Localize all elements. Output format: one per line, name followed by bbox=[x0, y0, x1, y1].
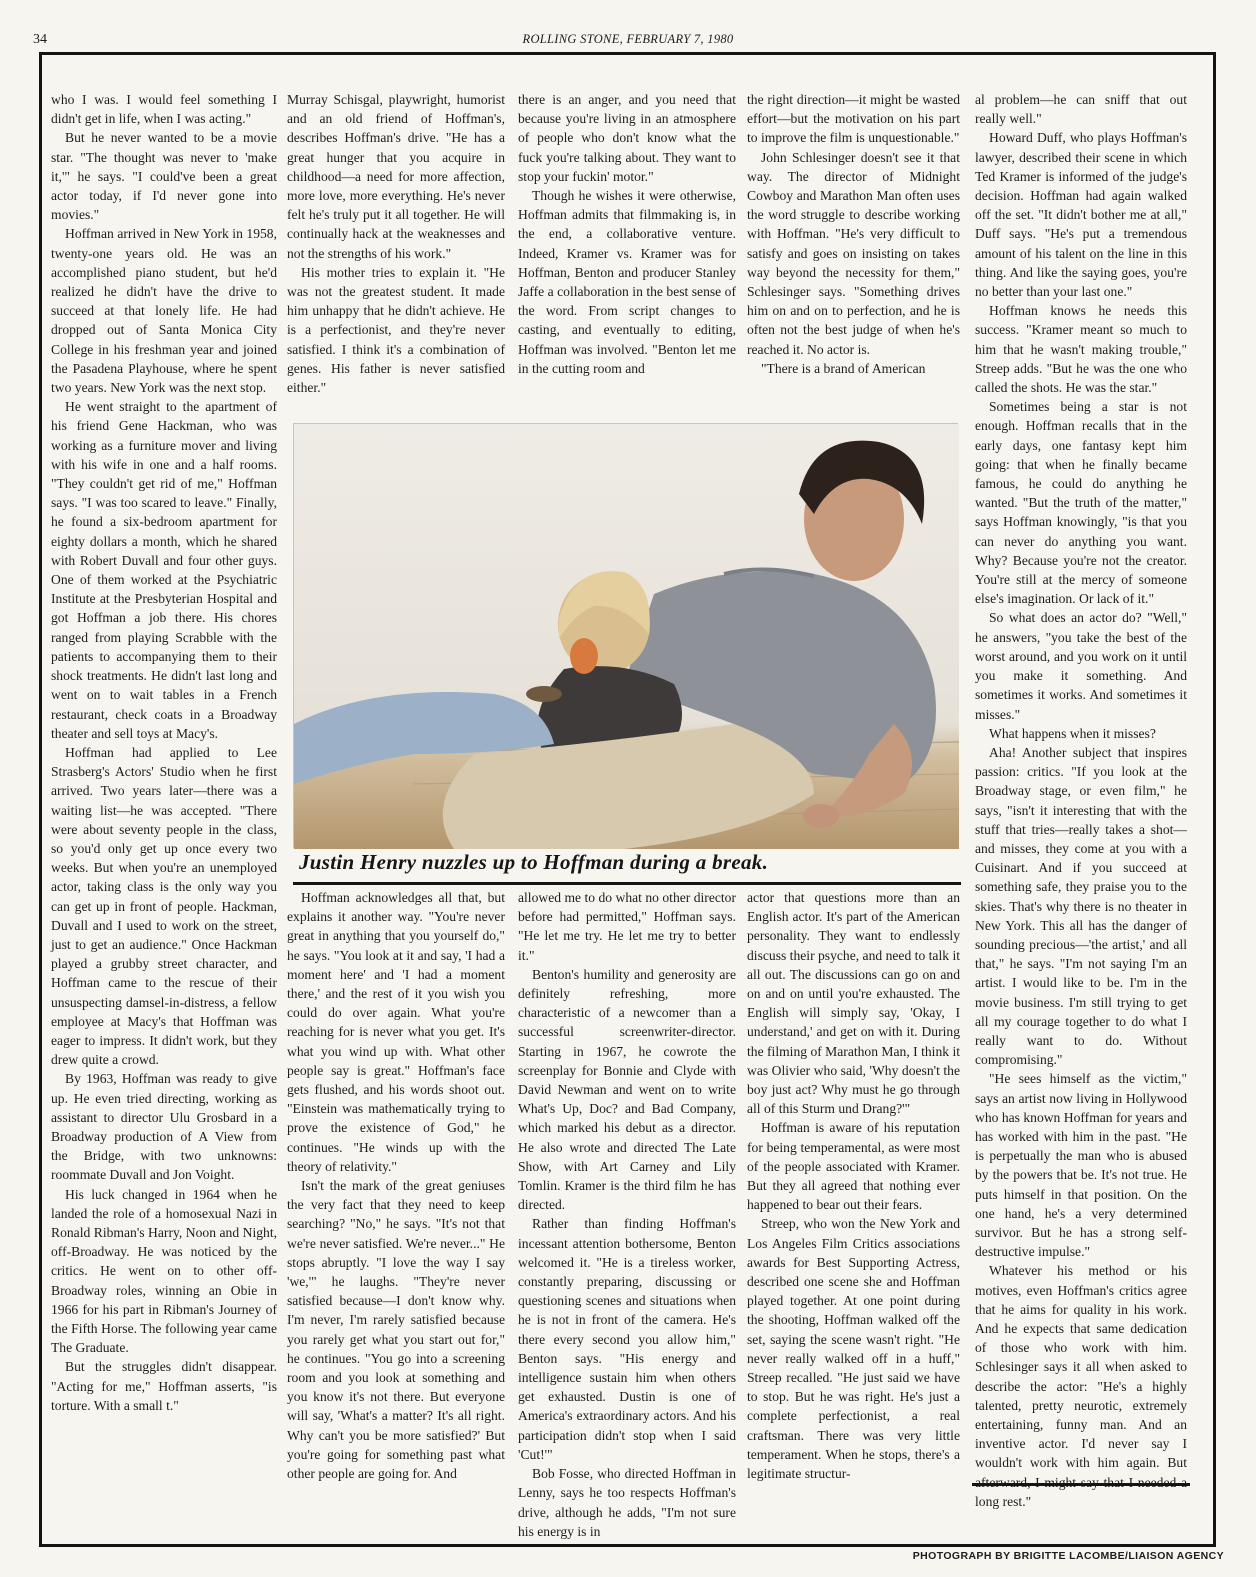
paragraph: Sometimes being a star is not enough. Hoffman recalls that in the early days, one fantasy kept him going: that when he finally became famous, he could do anything he wanted. "But the truth of the matter," says Hoffman knowingly, "is that you can never do anything you want. Why? Because you're not the creator. You're still at the mercy of someone else's imagination. Or lack of it." bbox=[975, 399, 1187, 607]
column-2-bottom bbox=[287, 888, 505, 1488]
column-3-top bbox=[518, 90, 736, 410]
column-1 bbox=[51, 90, 277, 1495]
paragraph: John Schlesinger doesn't see it that way. The director of Midnight Cowboy and Marathon Man often uses the word struggle to describe working with Hoffman. "He's very difficult to satisfy and goes on insisting on takes way beyond the necessity for them," Schlesinger says. "Something drives him on and on to perfection, and he is often not the best judge of when he's reached it. No actor is. bbox=[747, 149, 960, 357]
paragraph: Bob Fosse, who directed Hoffman in Lenny, says he too respects Hoffman's drive, although he adds, "I'm not sure his energy is in bbox=[518, 1466, 736, 1539]
photo-illustration bbox=[294, 424, 959, 849]
paragraph: His luck changed in 1964 when he landed the role of a homosexual Nazi in Ronald Ribman's Harry, Noon and Night, off-Broadway. He was noticed by the critics. He went on to other off-Broadway roles, winning an Obie in 1966 for his part in Ribman's Journey of the Fifth Horse. The following year came The Graduate. bbox=[51, 1186, 277, 1356]
paragraph: Hoffman knows he needs this success. "Kramer meant so much to him that he wasn't making trouble," Streep adds. "But he was the one who called the shots. He was the star." bbox=[975, 303, 1187, 396]
column-5 bbox=[975, 90, 1187, 1509]
column-3-bottom bbox=[518, 888, 736, 1539]
caption-rule bbox=[293, 882, 961, 885]
paragraph: But the struggles didn't disappear. "Acting for me," Hoffman asserts, "is torture. With a small t." bbox=[51, 1359, 277, 1413]
paragraph: What happens when it misses? bbox=[989, 725, 1156, 741]
paragraph: Hoffman acknowledges all that, but explains it another way. "You're never great in anything that you yourself do," he says. "You look at it and say, 'I had a moment here' and 'I had a moment there,' and the rest of it you wish you could do over again. What you're reaching for is never what you get. It's what you wind up with. What other people say is great." Hoffman's face gets flushed, and his words shoot out. "Einstein was mathematically trying to prove the existence of God," he continues. "He winds up with the theory of relativity." bbox=[287, 890, 505, 1174]
photo-credit: PHOTOGRAPH BY BRIGITTE LACOMBE/LIAISON AGENCY bbox=[912, 1550, 1224, 1562]
paragraph: allowed me to do what no other director before had permitted," Hoffman says. "He let me try. He let me try to better it." bbox=[518, 890, 736, 963]
masthead: ROLLING STONE, FEBRUARY 7, 1980 bbox=[522, 32, 734, 46]
paragraph: Howard Duff, who plays Hoffman's lawyer, described their scene in which Ted Kramer is informed of the judge's decision. Hoffman had again walked off the set. "It didn't bother me at all," Duff says. "He's put a tremendous amount of his talent on the line in this thing. And like the saying goes, you're no better than your last one." bbox=[975, 130, 1187, 300]
paragraph: Hoffman had applied to Lee Strasberg's Actors' Studio when he first arrived. Two years later—there was a waiting list—he was accepted. "There were about seventy people in the class, so you'd only get up once every two weeks. But when you're an unemployed actor, taking class is the only way you can get up in front of people. Hackman, Duvall and I used to work on the street, just to get an audience." Once Hackman played a grubby street character, and Hoffman came to the rescue of their unsuspecting damsel-in-distress, a fellow employee at Macy's that Hoffman was eager to impress. It didn't work, but they drew quite a crowd. bbox=[51, 744, 277, 1068]
paragraph: actor that questions more than an English actor. It's part of the American personality. They want to endlessly discuss their psyche, and need to talk it all out. The discussions can go on and on and on until you're exhausted. The English will simply say, 'Okay, I understand,' and get on with it. During the filming of Marathon Man, I think it was Olivier who said, 'Why doesn't the boy just act? Why must he go through all of this Sturm und Drang?'" bbox=[747, 890, 960, 1117]
paragraph: Whatever his method or his motives, even Hoffman's critics agree that he aims for quality in his work. And he expects that same dedication of those who work with him. Schlesinger says it all when asked to describe the actor: "He's a highly talented, pretty neurotic, extremely entertaining, funny man. And an inventive actor. I'd never say I wouldn't work with him again. But long rest." bbox=[975, 1263, 1187, 1509]
paragraph: Hoffman arrived in New York in 1958, twenty-one years old. He was an accomplished piano student, but he'd realized he didn't have the drive to succeed at that lonely life. He had dropped out of Santa Monica City College in his freshman year and joined the Pasadena Playhouse, where he spent two years. New York was the next stop. bbox=[51, 226, 277, 396]
page-number: 34 bbox=[33, 32, 47, 47]
paragraph: By 1963, Hoffman was ready to give up. He even tried directing, working as assistant to director Ulu Grosbard in a Broadway production of A View from the Bridge, with two unknowns: roommate Duvall and Jon Voight. bbox=[51, 1071, 277, 1183]
photo-caption: Justin Henry nuzzles up to Hoffman during a break. bbox=[299, 850, 769, 874]
paragraph: "He sees himself as the victim," says an artist now living in Hollywood who has known Hoffman for years and has worked with him in the past. "He is perpetually the man who is abused by the powers that be. It's not true. He puts himself in that position. On the one hand, he's a very determined survivor. But he has a strong self-destructive impulse." bbox=[975, 1071, 1187, 1260]
paragraph: Isn't the mark of the great geniuses the very fact that they need to keep searching? "No," he says. "It's not that we're never satisfied. We're never..." He stops abruptly. "I love the way I say 'we,'" he laughs. "They're never satisfied because—I don't know why. I'm never, I'm rarely satisfied because you rarely get what you start out for," he continues. "You go into a screening room and you look at something and you know it's not there. But everyone will say, 'What's a matter? It's all right. Why can't you be more satisfied?' But you're going for something past what other people are going for. And bbox=[287, 1178, 505, 1482]
paragraph: His mother tries to explain it. "He was not the greatest student. It made him unhappy that he didn't achieve. He is a perfectionist, and they're never satisfied. I think it's a combination of genes. His father is never satisfied either." bbox=[287, 264, 505, 396]
column-4-top bbox=[747, 90, 960, 410]
article-photo bbox=[293, 423, 958, 848]
paragraph: He went straight to the apartment of his friend Gene Hackman, who was working as a furniture mover and living with his wife in one and a half rooms. "They couldn't get rid of me," Hoffman says. "I was too scared to leave." Finally, he found a six-bedroom apartment for eighty dollars a month, which he shared with Robert Duvall and four other guys. One of them worked at the Psychiatric Institute at the Presbyterian Hospital and got Hoffman a job there. His chores ranged from playing Scrabble with the patients to accompanying them to their shock treatments. He didn't last long and went on to wait tables in a French restaurant, check coats in a Broadway theater and sell toys at Macy's. bbox=[51, 399, 277, 741]
paragraph: Aha! Another subject that inspires passion: critics. "If you look at the Broadway stage, or even film," he says, "isn't it interesting that with the stuff that tries—really takes a shot—and misses, they come at you with a Cuisinart. And if you succeed at something safe, they praise you to the skies. That's why there is no theater in New York. This all has the danger of sounding precious—'the artist,' and all that," he says. "I'm not saying I'm an artist. I would like to be. I'm in the movie business. I'm still trying to get all my courage together to do what I really want to do. Without compromising." bbox=[975, 744, 1187, 1068]
paragraph: who I was. I would feel something I didn't get in life, when I was acting." bbox=[51, 92, 277, 127]
column-4-bottom bbox=[747, 888, 960, 1488]
paragraph: Murray Schisgal, playwright, humorist and an old friend of Hoffman's, describes Hoffman's drive. "He has a great hunger that you acquire in childhood—a need for more affection, more love, more everything. He's never felt he's truly put it all together. He will continually hack at the weaknesses and not the strengths of his work." bbox=[287, 92, 505, 261]
paragraph: Though he wishes it were otherwise, Hoffman admits that filmmaking is, in the end, a collaborative venture. Indeed, Kramer vs. Kramer was for Hoffman, Benton and producer Stanley Jaffe a collaboration in the best sense of the word. From script changes to casting, and eventually to editing, Hoffman was involved. "Benton let me in the cutting room and bbox=[518, 188, 736, 376]
paragraph: Streep, who won the New York and Los Angeles Film Critics associations awards for Best Supporting Actress, described one scene she and Hoffman played together. At one point during the shooting, Hoffman walked off the set, saying the scene wasn't right. "He never really walked off in a huff," Streep recalled. "He just said we have to stop. But he was right. He's just a complete perfectionist, a real craftsman. There was very little temperament. When he stops, there's a legitimate structur- bbox=[747, 1216, 960, 1482]
page-header bbox=[0, 28, 1256, 50]
paragraph: But he never wanted to be a movie star. "The thought was never to 'make it,'" he says. "I could've been a great actor today, if I'd never gone into movies." bbox=[51, 130, 277, 223]
article-end-rule bbox=[972, 1483, 1190, 1486]
paragraph: So what does an actor do? "Well," he answers, "you take the best of the worst around, and you work on it until you make it something. And sometimes it works. And sometimes it misses." bbox=[975, 610, 1187, 722]
paragraph: Benton's humility and generosity are definitely refreshing, more characteristic of a newcomer than a successful screenwriter-director. Starting in 1967, he cowrote the screenplay for Bonnie and Clyde with David Newman and went on to write What's Up, Doc? and Bad Company, which marked his debut as a director. He also wrote and directed The Late Show, with Art Carney and Lily Tomlin. Kramer is the third film he has directed. bbox=[518, 966, 736, 1213]
paragraph: there is an anger, and you need that because you're living in an atmosphere of people who don't know what the fuck you're talking about. They want to stop your fuckin' motor." bbox=[518, 92, 736, 184]
paragraph: Hoffman is aware of his reputation for being temperamental, as were most of the people associated with Kramer. But they all agreed that nothing ever happened to bear out their fears. bbox=[747, 1120, 960, 1213]
column-2-top bbox=[287, 90, 505, 410]
paragraph: "There is a brand of American bbox=[761, 360, 926, 376]
paragraph: al problem—he can sniff that out really well." bbox=[975, 92, 1187, 127]
paragraph: Rather than finding Hoffman's incessant attention bothersome, Benton welcomed it. "He is a tireless worker, constantly preparing, discussing or questioning scenes and situations when he is not in front of the camera. He's there every second you allow him," Benton says. "His energy and intelligence sustain him when others get exhausted. Dustin is one of America's extraordinary actors. And his participation didn't stop when I said 'Cut!'" bbox=[518, 1216, 736, 1462]
paragraph: the right direction—it might be wasted effort—but the motivation on his part to improve the film is unquestionable." bbox=[747, 92, 960, 146]
